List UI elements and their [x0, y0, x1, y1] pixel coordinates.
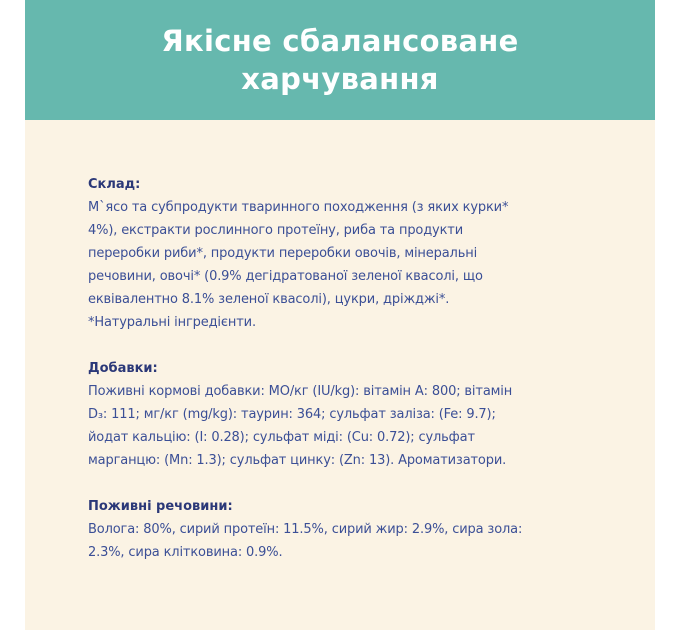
- section-text-line: 2.3%, сира клітковина: 0.9%.: [88, 545, 283, 560]
- section-text-line: йодат кальцію: (I: 0.28); сульфат міді: (Cu: 0.72); сульфат: [88, 430, 475, 445]
- product-info-panel: [25, 0, 655, 630]
- composition-content: [88, 173, 598, 587]
- section-text-line: марганцю: (Mn: 1.3); сульфат цинку: (Zn: 13). Ароматизатори.: [88, 453, 507, 468]
- section-heading: Склад:: [88, 177, 141, 192]
- section-nutrients: [88, 495, 598, 564]
- section-text-line: D₃: 111; мг/кг (mg/kg): таурин: 364; сульфат заліза: (Fe: 9.7);: [88, 407, 496, 422]
- title-banner: [25, 0, 655, 120]
- section-composition: [88, 173, 598, 334]
- section-text-line: Волога: 80%, сирий протеїн: 11.5%, сирий жир: 2.9%, сира зола:: [88, 522, 523, 537]
- title-line-1: Якісне сбалансоване: [161, 24, 519, 58]
- section-heading: Поживні речовини:: [88, 499, 233, 514]
- section-text-line: еквівалентно 8.1% зеленої квасолі), цукри, дріжджі*.: [88, 292, 450, 307]
- title-line-2: харчування: [241, 62, 439, 96]
- section-additives: [88, 357, 598, 472]
- section-text-line: Поживні кормові добавки: МО/кг (IU/kg): вітамін А: 800; вітамін: [88, 384, 513, 399]
- section-text-line: *Натуральні інгредієнти.: [88, 315, 256, 330]
- section-text-line: речовини, овочі* (0.9% дегідратованої зеленої квасолі, що: [88, 269, 483, 284]
- section-text-line: 4%), екстракти рослинного протеїну, риба та продукти: [88, 223, 464, 238]
- section-heading: Добавки:: [88, 361, 158, 376]
- section-text-line: переробки риби*, продукти переробки овочів, мінеральні: [88, 246, 478, 261]
- section-text-line: М`ясо та субпродукти тваринного походження (з яких курки*: [88, 200, 509, 215]
